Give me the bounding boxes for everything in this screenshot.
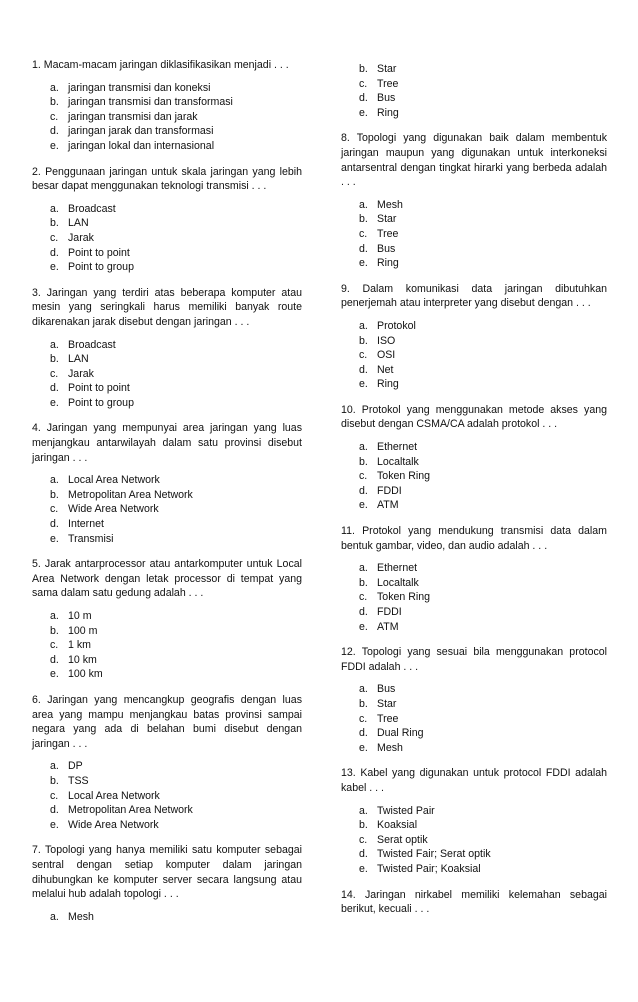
options-list xyxy=(32,609,302,682)
option-letter: d. xyxy=(359,484,368,497)
question-6-option xyxy=(32,803,302,818)
question-2-option xyxy=(32,202,302,217)
question-1-option xyxy=(32,95,302,110)
question-2 xyxy=(32,165,302,275)
question-9-option xyxy=(341,319,607,334)
question-text: 5. Jarak antarprocessor atau antarkomputer untuk Local Area Network dengan letak processor di tempat yang sama dalam satu gedung adalah . . . xyxy=(32,558,302,600)
option-text: Wide Area Network xyxy=(68,818,159,831)
question-4-option xyxy=(32,502,302,517)
option-text: Star xyxy=(377,213,397,226)
option-text: Twisted Pair; Koaksial xyxy=(377,862,481,875)
option-text: Point to group xyxy=(68,396,134,409)
question-3-option xyxy=(32,352,302,367)
option-letter: a. xyxy=(50,474,59,487)
question-text: 14. Jaringan nirkabel memiliki kelemahan sebagai berikut, kecuali . . . xyxy=(341,888,607,916)
option-text: Star xyxy=(377,63,397,75)
question-10-option xyxy=(341,440,607,455)
option-text: Protokol xyxy=(377,319,416,332)
question-3-option xyxy=(32,381,302,396)
question-4-option xyxy=(32,532,302,547)
option-letter: e. xyxy=(359,106,368,119)
option-letter: c. xyxy=(50,110,59,123)
question-text: 8. Topologi yang digunakan baik dalam membentuk jaringan maupun yang digunakan untuk interkoneksi antarsentral dengan tingkat hirarki yang berbeda adalah . . . xyxy=(341,132,607,189)
option-letter: e. xyxy=(50,668,59,681)
option-text: Wide Area Network xyxy=(68,503,159,516)
question-1 xyxy=(32,58,302,154)
option-letter: a. xyxy=(50,910,59,923)
option-letter: c. xyxy=(359,227,368,240)
options-list xyxy=(341,62,607,120)
option-letter: d. xyxy=(359,848,368,861)
question-text: 6. Jaringan yang mencangkup geografis dengan luas area yang mampu menjangkau batas provinsi sampai negara yang ada di belahan bumi disebut dengan jaringan . . . xyxy=(32,693,302,750)
right-column xyxy=(341,58,607,928)
question-6-option xyxy=(32,774,302,789)
option-text: Point to point xyxy=(68,382,130,395)
question-11-option xyxy=(341,590,607,605)
question-3-option xyxy=(32,338,302,353)
option-text: jaringan lokal dan internasional xyxy=(68,139,215,152)
question-12-option xyxy=(341,741,607,756)
options-list xyxy=(341,319,607,392)
option-letter: c. xyxy=(50,789,59,802)
option-text: jaringan transmisi dan koneksi xyxy=(68,81,211,94)
question-text: 9. Dalam komunikasi data jaringan dibutuhkan penerjemah atau interpreter yang disebut dengan . . . xyxy=(341,282,607,310)
option-letter: c. xyxy=(50,503,59,516)
option-text: Local Area Network xyxy=(68,474,160,487)
option-text: Metropolitan Area Network xyxy=(68,488,193,501)
option-text: Ethernet xyxy=(377,441,418,454)
option-text: ISO xyxy=(377,334,396,347)
question-3 xyxy=(32,286,302,411)
question-7-option xyxy=(341,106,607,121)
question-11-option xyxy=(341,620,607,635)
question-5-option xyxy=(32,609,302,624)
question-12-option xyxy=(341,712,607,727)
option-letter: a. xyxy=(50,760,59,773)
question-text: 4. Jaringan yang mempunyai area jaringan yang luas menjangkau antarwilayah dalam satu provinsi disebut jaringan . . . xyxy=(32,422,302,464)
option-letter: a. xyxy=(50,610,59,622)
option-letter: e. xyxy=(50,396,59,409)
question-10-option xyxy=(341,498,607,513)
option-letter: b. xyxy=(50,96,59,109)
question-text: 1. Macam-macam jaringan diklasifikasikan menjadi . . . xyxy=(32,59,289,71)
option-text: Net xyxy=(377,363,394,376)
question-5 xyxy=(32,557,302,682)
option-text: Point to point xyxy=(68,246,130,259)
question-6 xyxy=(32,693,302,832)
option-letter: c. xyxy=(359,470,368,483)
option-letter: a. xyxy=(359,319,368,332)
option-letter: d. xyxy=(50,518,59,531)
option-letter: c. xyxy=(359,77,368,90)
question-7 xyxy=(32,843,302,924)
option-text: Tree xyxy=(377,712,399,725)
question-4 xyxy=(32,421,302,546)
question-13-option xyxy=(341,833,607,848)
option-letter: c. xyxy=(359,349,368,362)
option-letter: d. xyxy=(359,92,368,105)
option-letter: e. xyxy=(50,818,59,831)
question-text: 12. Topologi yang sesuai bila menggunakan protocol FDDI adalah . . . xyxy=(341,646,607,673)
question-13-option xyxy=(341,862,607,877)
option-text: Bus xyxy=(377,242,396,255)
option-letter: b. xyxy=(50,624,59,637)
question-5-option xyxy=(32,667,302,682)
option-text: 1 km xyxy=(68,639,91,652)
option-text: 100 m xyxy=(68,624,98,637)
options-list xyxy=(341,682,607,755)
question-2-option xyxy=(32,216,302,231)
option-text: Token Ring xyxy=(377,470,430,483)
option-letter: d. xyxy=(50,653,59,666)
option-letter: e. xyxy=(359,862,368,875)
option-letter: c. xyxy=(50,231,59,244)
question-12 xyxy=(341,645,607,755)
options-list xyxy=(32,202,302,275)
option-letter: c. xyxy=(359,712,368,725)
question-3-option xyxy=(32,367,302,382)
question-13 xyxy=(341,766,607,876)
option-text: Token Ring xyxy=(377,591,430,604)
option-text: Broadcast xyxy=(68,338,116,351)
option-text: LAN xyxy=(68,217,89,230)
option-text: Twisted Fair; Serat optik xyxy=(377,848,491,861)
option-letter: b. xyxy=(359,576,368,589)
question-7-option xyxy=(341,62,607,77)
question-2-option xyxy=(32,246,302,261)
option-letter: b. xyxy=(359,697,368,710)
question-11-option xyxy=(341,605,607,620)
question-6-option xyxy=(32,789,302,804)
question-1-option xyxy=(32,139,302,154)
option-text: Serat optik xyxy=(377,833,428,846)
option-text: Ethernet xyxy=(377,562,418,575)
option-letter: c. xyxy=(359,833,368,846)
option-text: Bus xyxy=(377,92,396,105)
question-7-option xyxy=(341,91,607,106)
option-text: jaringan jarak dan transformasi xyxy=(68,125,214,138)
option-text: Ring xyxy=(377,257,399,270)
option-letter: c. xyxy=(50,367,59,380)
option-letter: d. xyxy=(359,242,368,255)
question-1-option xyxy=(32,124,302,139)
option-text: jaringan transmisi dan transformasi xyxy=(68,96,233,109)
option-text: DP xyxy=(68,760,83,773)
question-7-continuation xyxy=(341,62,607,120)
option-letter: d. xyxy=(50,382,59,395)
option-letter: b. xyxy=(50,488,59,501)
question-4-option xyxy=(32,517,302,532)
option-letter: e. xyxy=(359,499,368,512)
option-text: Dual Ring xyxy=(377,727,424,740)
question-5-option xyxy=(32,638,302,653)
option-letter: b. xyxy=(359,819,368,832)
options-list xyxy=(32,759,302,832)
question-9 xyxy=(341,282,607,392)
option-letter: e. xyxy=(50,261,59,274)
question-8-option xyxy=(341,212,607,227)
question-3-option xyxy=(32,396,302,411)
question-7-option xyxy=(32,910,302,925)
option-text: Jarak xyxy=(68,367,94,380)
option-text: Star xyxy=(377,697,397,710)
option-letter: b. xyxy=(50,353,59,366)
options-list xyxy=(341,804,607,877)
question-9-option xyxy=(341,334,607,349)
question-8-option xyxy=(341,242,607,257)
option-letter: b. xyxy=(50,217,59,230)
question-12-option xyxy=(341,682,607,697)
option-text: TSS xyxy=(68,774,89,787)
option-letter: a. xyxy=(50,202,59,215)
option-letter: e. xyxy=(359,257,368,270)
option-text: 100 km xyxy=(68,668,103,681)
question-10 xyxy=(341,403,607,513)
option-letter: b. xyxy=(359,455,368,468)
question-9-option xyxy=(341,348,607,363)
option-letter: e. xyxy=(359,378,368,391)
option-text: Metropolitan Area Network xyxy=(68,804,193,817)
question-8-option xyxy=(341,198,607,213)
options-list xyxy=(341,440,607,513)
question-1-option xyxy=(32,110,302,125)
options-list xyxy=(32,910,302,925)
option-text: Point to group xyxy=(68,261,134,274)
option-letter: c. xyxy=(50,639,59,652)
option-text: Local Area Network xyxy=(68,789,160,802)
option-letter: a. xyxy=(359,441,368,454)
question-13-option xyxy=(341,818,607,833)
question-7-option xyxy=(341,77,607,92)
question-6-option xyxy=(32,759,302,774)
option-letter: e. xyxy=(359,620,368,633)
options-list xyxy=(32,338,302,411)
question-text: 10. Protokol yang menggunakan metode akses yang disebut dengan CSMA/CA adalah protokol . . . xyxy=(341,403,607,431)
option-text: ATM xyxy=(377,499,399,512)
question-9-option xyxy=(341,363,607,378)
option-text: jaringan transmisi dan jarak xyxy=(68,110,198,123)
option-letter: a. xyxy=(50,338,59,351)
question-12-option xyxy=(341,697,607,712)
question-2-option xyxy=(32,231,302,246)
option-text: Ring xyxy=(377,378,399,391)
question-8-option xyxy=(341,227,607,242)
option-text: FDDI xyxy=(377,484,402,497)
option-letter: b. xyxy=(359,334,368,347)
question-8 xyxy=(341,131,607,270)
options-list xyxy=(341,561,607,634)
option-text: Mesh xyxy=(377,198,403,211)
option-letter: b. xyxy=(359,63,368,75)
option-text: Tree xyxy=(377,227,399,240)
question-12-option xyxy=(341,726,607,741)
option-text: Internet xyxy=(68,518,104,531)
option-letter: b. xyxy=(359,213,368,226)
option-letter: e. xyxy=(50,532,59,545)
options-list xyxy=(32,473,302,546)
question-11-option xyxy=(341,561,607,576)
question-13-option xyxy=(341,847,607,862)
question-4-option xyxy=(32,488,302,503)
question-4-option xyxy=(32,473,302,488)
options-list xyxy=(32,81,302,154)
question-text: 2. Penggunaan jaringan untuk skala jaringan yang lebih besar dapat menggunakan teknologi transmisi . . . xyxy=(32,165,302,193)
question-14 xyxy=(341,888,607,917)
question-text: 11. Protokol yang mendukung transmisi data dalam bentuk gambar, video, dan audio adalah . . . xyxy=(341,525,607,552)
option-text: 10 km xyxy=(68,653,97,666)
option-text: LAN xyxy=(68,353,89,366)
question-10-option xyxy=(341,484,607,499)
option-letter: d. xyxy=(359,727,368,740)
question-6-option xyxy=(32,818,302,833)
question-10-option xyxy=(341,469,607,484)
option-letter: d. xyxy=(359,363,368,376)
question-text: 3. Jaringan yang terdiri atas beberapa komputer atau mesin yang seringkali harus memiliki banyak route dikarenakan jarak disebut dengan jaringan . . . xyxy=(32,286,302,328)
option-letter: a. xyxy=(359,804,368,817)
question-5-option xyxy=(32,624,302,639)
option-letter: a. xyxy=(359,683,368,696)
option-text: Koaksial xyxy=(377,819,418,832)
question-8-option xyxy=(341,256,607,271)
option-text: OSI xyxy=(377,349,396,362)
option-text: Jarak xyxy=(68,231,94,244)
option-letter: b. xyxy=(50,774,59,787)
option-text: Localtalk xyxy=(377,576,419,589)
option-text: Mesh xyxy=(377,741,403,754)
question-text: 7. Topologi yang hanya memiliki satu komputer sebagai sentral dengan setiap komputer dalam jaringan dihubungkan ke komputer server secara langsung atau melalui hub adalah topologi . . . xyxy=(32,844,302,901)
question-11-option xyxy=(341,576,607,591)
option-text: Twisted Pair xyxy=(377,804,435,817)
option-text: Localtalk xyxy=(377,455,419,468)
question-10-option xyxy=(341,455,607,470)
option-text: Ring xyxy=(377,106,399,119)
option-letter: d. xyxy=(50,804,59,817)
question-13-option xyxy=(341,804,607,819)
option-letter: c. xyxy=(359,591,368,604)
option-letter: e. xyxy=(50,139,59,152)
question-11 xyxy=(341,524,607,634)
option-letter: e. xyxy=(359,741,368,754)
question-text: 13. Kabel yang digunakan untuk protocol FDDI adalah kabel . . . xyxy=(341,767,607,794)
option-letter: d. xyxy=(50,125,59,138)
option-text: Transmisi xyxy=(68,532,114,545)
option-text: Mesh xyxy=(68,910,94,923)
option-text: FDDI xyxy=(377,606,402,618)
option-text: Bus xyxy=(377,683,396,696)
option-letter: a. xyxy=(50,81,59,94)
option-text: Broadcast xyxy=(68,202,116,215)
options-list xyxy=(341,198,607,271)
option-text: ATM xyxy=(377,620,399,633)
option-letter: a. xyxy=(359,562,368,575)
option-letter: a. xyxy=(359,198,368,211)
question-2-option xyxy=(32,260,302,275)
option-letter: d. xyxy=(50,246,59,259)
left-column xyxy=(32,58,302,935)
option-letter: d. xyxy=(359,606,368,618)
question-5-option xyxy=(32,653,302,668)
option-text: Tree xyxy=(377,77,399,90)
question-1-option xyxy=(32,81,302,96)
option-text: 10 m xyxy=(68,610,92,622)
question-9-option xyxy=(341,377,607,392)
